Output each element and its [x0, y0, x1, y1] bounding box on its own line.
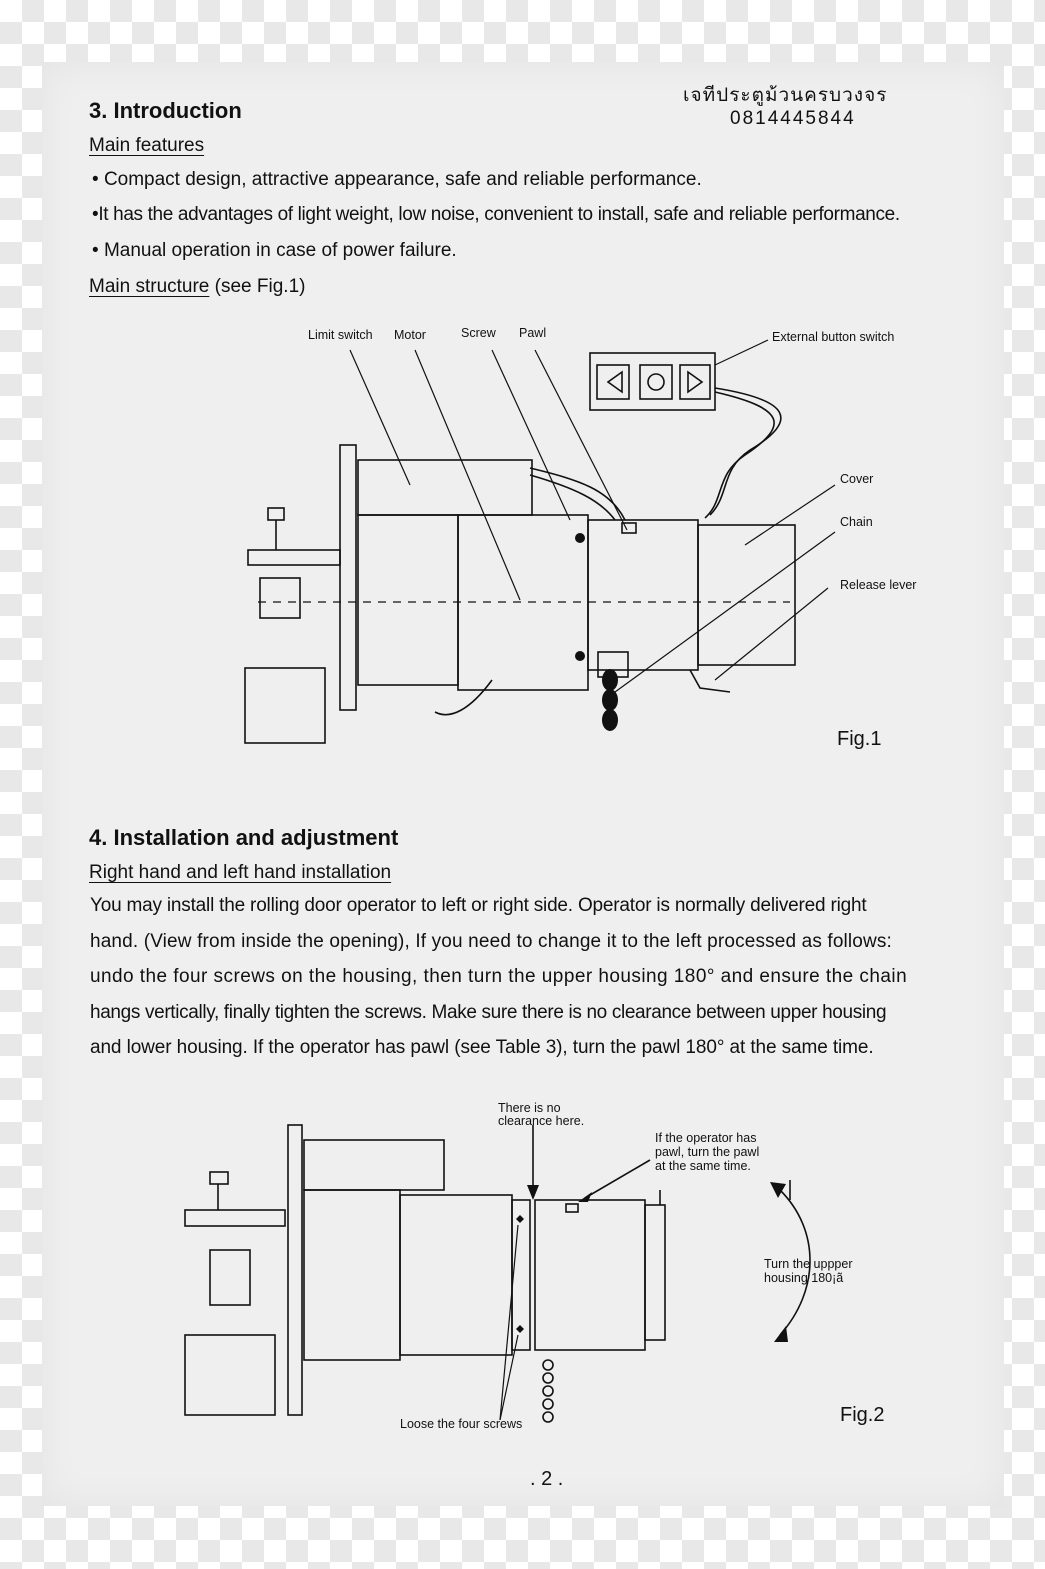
figure-2-caption: Fig.2: [840, 1404, 885, 1426]
feature-bullet: • Manual operation in case of power failure.: [92, 240, 457, 261]
label-pawl: Pawl: [519, 326, 547, 340]
main-structure-heading: Main structure: [89, 276, 210, 297]
label-no-clearance-2: clearance here.: [498, 1114, 585, 1128]
label-external-button-switch: External button switch: [772, 330, 895, 344]
label-cover: Cover: [840, 472, 874, 486]
label-limit-switch: Limit switch: [308, 328, 373, 342]
paragraph-line: hangs vertically, finally tighten the screws. Make sure there is no clearance between upper housing: [90, 1001, 887, 1023]
main-features-heading: Main features: [89, 135, 205, 156]
section-4-title: 4. Installation and adjustment: [89, 825, 399, 850]
main-structure-ref: (see Fig.1): [214, 276, 306, 297]
label-turn-2: housing 180¡ã: [764, 1271, 844, 1285]
label-pawl-note-3: at the same time.: [655, 1159, 751, 1173]
label-screw: Screw: [461, 326, 496, 340]
external-button-switch-box: [590, 353, 715, 410]
company-name-thai: เจทีประตูม้วนครบวงจร: [683, 85, 888, 106]
paragraph-line: and lower housing. If the operator has pawl (see Table 3), turn the pawl 180° at the same time.: [90, 1037, 874, 1058]
label-turn-1: Turn the uppper: [764, 1257, 853, 1271]
paragraph-line: hand. (View from inside the opening), If you need to change it to the left processed as follows:: [90, 930, 892, 952]
main-structure-line: [89, 276, 305, 298]
figure-1-diagram: [230, 320, 930, 760]
installation-subheading: Right hand and left hand installation: [89, 862, 392, 883]
phone-number: 0814445844: [730, 108, 856, 129]
section-3-title: 3. Introduction: [89, 98, 242, 123]
paragraph-line: You may install the rolling door operator to left or right side. Operator is normally delivered right: [90, 895, 867, 916]
figure-1-caption: Fig.1: [837, 728, 882, 750]
label-chain: Chain: [840, 515, 873, 529]
feature-bullet: • Compact design, attractive appearance, safe and reliable performance.: [92, 169, 702, 190]
label-no-clearance-1: There is no: [498, 1101, 561, 1115]
paragraph-line: undo the four screws on the housing, then turn the upper housing 180° and ensure the chain: [90, 966, 908, 987]
label-loose-screws: Loose the four screws: [400, 1417, 523, 1431]
feature-bullet: •It has the advantages of light weight, low noise, convenient to install, safe and reliable performance.: [92, 204, 900, 225]
label-pawl-note-1: If the operator has: [655, 1131, 757, 1145]
installation-paragraph: [90, 888, 995, 1066]
label-pawl-note-2: pawl, turn the pawl: [655, 1145, 760, 1159]
page-number: . 2 .: [530, 1468, 564, 1490]
label-release-lever: Release lever: [840, 578, 917, 592]
label-motor: Motor: [394, 328, 426, 342]
